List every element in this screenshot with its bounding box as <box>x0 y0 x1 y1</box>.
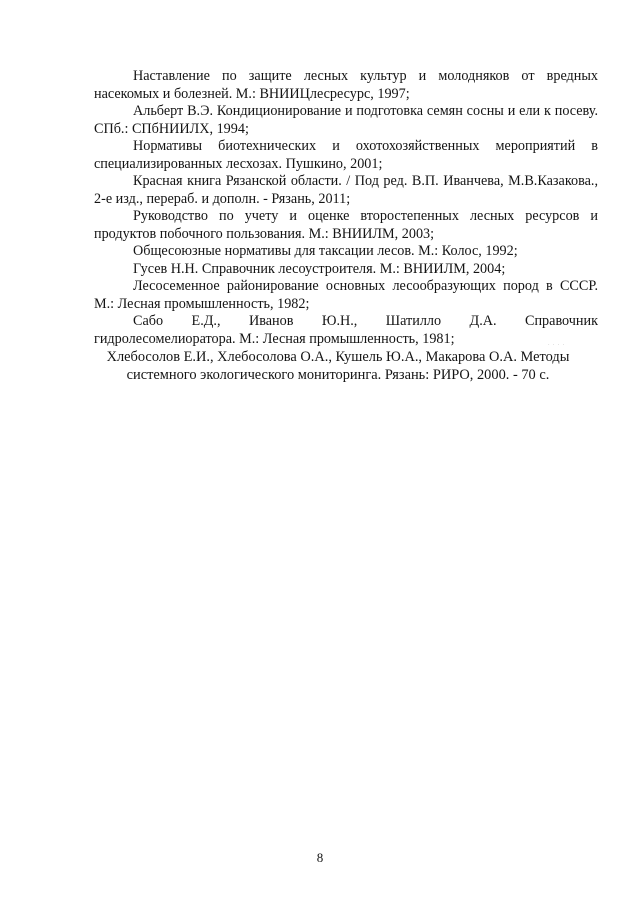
reference-list <box>94 68 598 384</box>
reference-item: Альберт В.Э. Кондиционирование и подготовка семян сосны и ели к посеву. СПб.: СПбНИИЛХ, 1994; <box>94 103 598 137</box>
scan-specks: · · · · <box>548 343 566 348</box>
reference-item: Гусев Н.Н. Справочник лесоустроителя. М.: ВНИИЛМ, 2004; <box>133 260 506 277</box>
reference-sabo-line2: гидролесомелиоратора. М.: Лесная промышленность, 1981; <box>94 330 455 347</box>
reference-item-last <box>94 348 598 384</box>
reference-item: Руководство по учету и оценке второстепенных лесных ресурсов и продуктов побочного пользования. М.: ВНИИЛМ, 2003; <box>94 208 598 242</box>
page-number: 8 <box>316 850 324 865</box>
reference-item: Нормативы биотехнических и охотохозяйственных мероприятий в специализированных лесхозах. Пушкино, 2001; <box>94 138 598 172</box>
reference-item: Наставление по защите лесных культур и молодняков от вредных насекомых и болезней. М.: ВНИИЦлесресурс, 1997; <box>94 68 598 102</box>
reference-item: Лесосеменное районирование основных лесообразующих пород в СССР. М.: Лесная промышленность, 1982; <box>94 278 598 312</box>
reference-last-line2: системного экологического мониторинга. Рязань: РИРО, 2000. - 70 с. <box>126 367 550 383</box>
reference-sabo-line1: Сабо Е.Д., Иванов Ю.Н., Шатилло Д.А. Справочник <box>133 313 598 329</box>
reference-item-sabo <box>94 313 598 348</box>
reference-last-line1: Хлебосолов Е.И., Хлебосолова О.А., Кушель Ю.А., Макарова О.А. Методы <box>106 349 570 365</box>
reference-item: Красная книга Рязанской области. / Под ред. В.П. Иванчева, М.В.Казакова., 2-е изд., перераб. и дополн. - Рязань, 2011; <box>94 173 598 207</box>
reference-item: Общесоюзные нормативы для таксации лесов. М.: Колос, 1992; <box>133 243 518 259</box>
